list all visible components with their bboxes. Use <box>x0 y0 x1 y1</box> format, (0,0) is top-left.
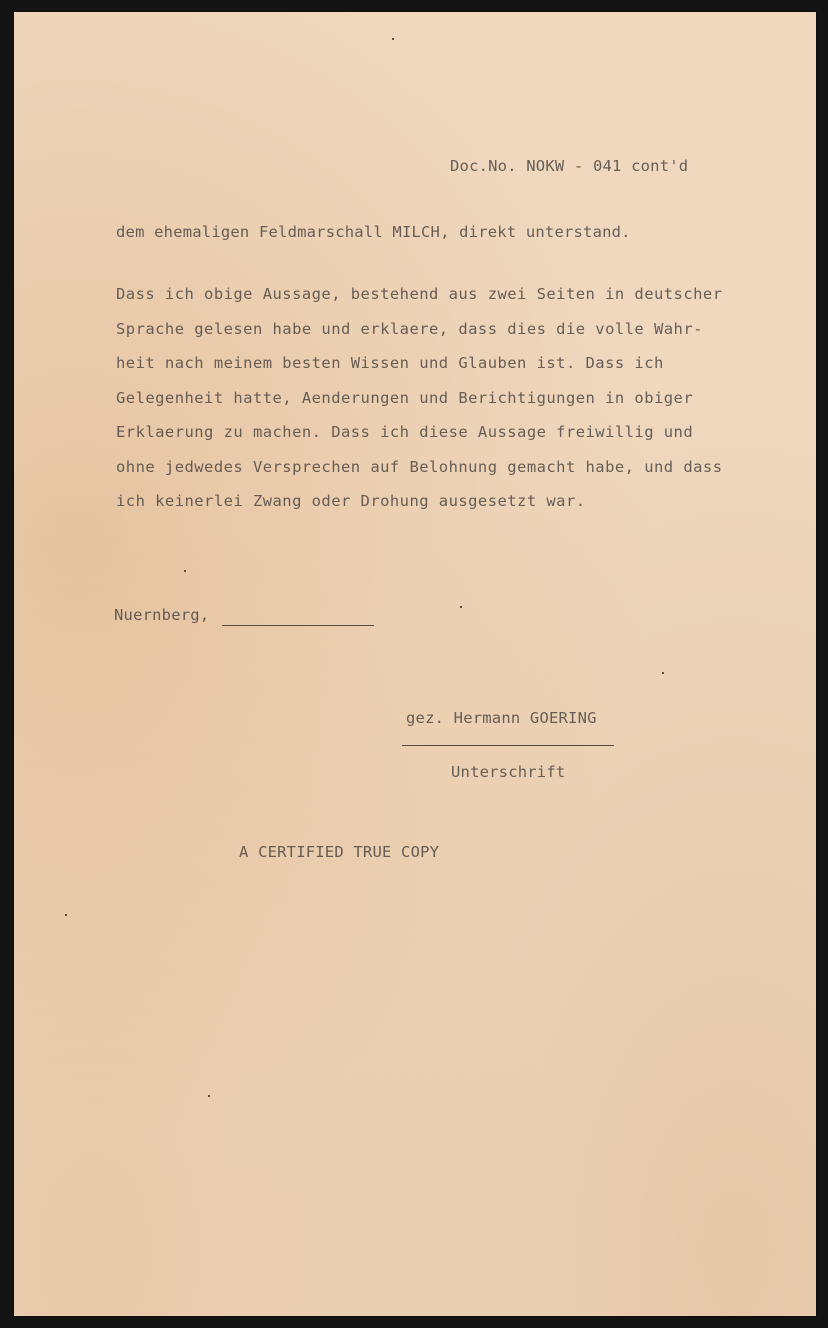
paper-speck <box>392 38 394 40</box>
document-page <box>14 12 816 1316</box>
paper-speck <box>208 1095 210 1097</box>
declaration-line: ohne jedwedes Versprechen auf Belohnung gemacht habe, und dass <box>116 457 723 476</box>
declaration-line: heit nach meinem besten Wissen und Glauben ist. Dass ich <box>116 354 664 372</box>
declaration-line: Sprache gelesen habe und erklaere, dass dies die volle Wahr- <box>116 319 703 338</box>
declaration-line: Dass ich obige Aussage, bestehend aus zwei Seiten in deutscher <box>116 285 723 303</box>
declaration-line: Gelegenheit hatte, Aenderungen und Berichtigungen in obiger <box>116 388 694 407</box>
declaration-line: Erklaerung zu machen. Dass ich diese Aussage freiwillig und <box>116 423 694 441</box>
paper-speck <box>65 914 67 916</box>
declaration-line: ich keinerlei Zwang oder Drohung ausgesetzt war. <box>116 492 586 510</box>
paper-speck <box>662 672 664 674</box>
signature-line <box>402 745 614 746</box>
certification-statement: A CERTIFIED TRUE COPY <box>239 843 440 861</box>
place-label: Nuernberg, <box>114 606 210 624</box>
intro-line: dem ehemaligen Feldmarschall MILCH, direkt unterstand. <box>116 223 631 241</box>
paper-speck <box>460 606 462 608</box>
signature-label: Unterschrift <box>451 763 566 781</box>
declaration-paragraph <box>116 285 722 527</box>
paper-speck <box>184 570 186 572</box>
document-reference-number: Doc.No. NOKW - 041 cont'd <box>450 157 689 175</box>
date-blank-line <box>222 625 374 626</box>
signed-by-name: gez. Hermann GOERING <box>406 709 597 727</box>
